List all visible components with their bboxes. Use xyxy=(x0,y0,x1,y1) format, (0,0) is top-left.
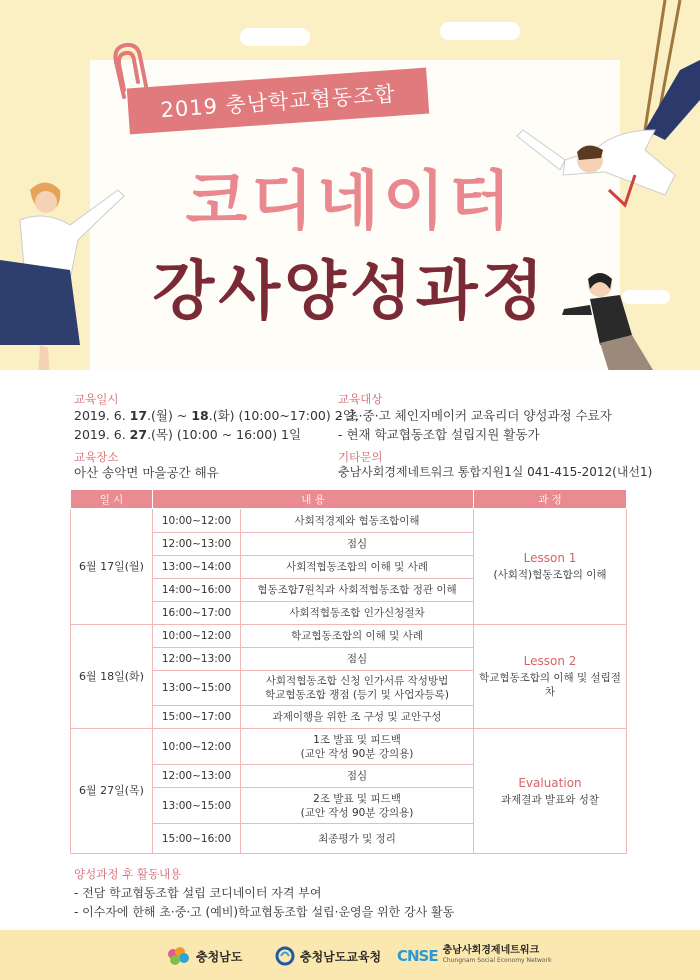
time-cell: 13:00~15:00 xyxy=(153,671,241,706)
date-label: 교육일시 xyxy=(74,392,119,406)
content-line: 2조 발표 및 피드백 xyxy=(313,792,401,805)
target-item-2: - 현재 학교협동조합 설립지원 활동가 xyxy=(338,427,540,442)
content-cell: 점심 xyxy=(241,648,474,671)
target-label: 교육대상 xyxy=(338,392,383,406)
content-cell: 협동조합7원칙과 사회적협동조합 정관 이해 xyxy=(241,579,474,602)
content-cell: 최종평가 및 정리 xyxy=(241,824,474,854)
content-cell: 점심 xyxy=(241,765,474,788)
place-text: 아산 송악면 마을공간 해유 xyxy=(74,465,219,480)
logo-cnse xyxy=(397,946,552,966)
content-line: 1조 발표 및 피드백 xyxy=(313,733,401,746)
logo-chungnam-text: 충청남도 xyxy=(196,949,243,964)
contact-label: 기타문의 xyxy=(338,450,383,464)
content-line: (교안 작성 90분 강의용) xyxy=(300,747,414,760)
content-cell: 사회적협동조합의 이해 및 사례 xyxy=(241,556,474,579)
subtitle-banner: 2019 충남학교협동조합 xyxy=(127,68,429,135)
table-row xyxy=(71,625,627,648)
time-cell: 12:00~13:00 xyxy=(153,533,241,556)
content-cell: 학교협동조합의 이해 및 사례 xyxy=(241,625,474,648)
content-line: 사회적협동조합 신청 인가서류 작성방법 xyxy=(265,675,449,687)
course-desc: 학교협동조합의 이해 및 설립절차 xyxy=(479,672,621,698)
content-cell xyxy=(241,729,474,765)
cnse-mark: CNSE xyxy=(397,947,438,965)
content-cell: 사회적경제와 협동조합이해 xyxy=(241,509,474,533)
time-cell: 10:00~12:00 xyxy=(153,625,241,648)
course-cell xyxy=(474,729,627,854)
course-desc: (사회적)협동조합의 이해 xyxy=(493,569,607,581)
course-desc: 과제결과 발표와 성찰 xyxy=(501,793,599,806)
course-cell xyxy=(474,625,627,729)
header-date: 일 시 xyxy=(71,490,153,509)
logo-chungnam xyxy=(165,946,242,966)
content-cell xyxy=(241,671,474,706)
target-item-1: - 초·중·고 체인지메이커 교육리더 양성과정 수료자 xyxy=(338,408,612,423)
content-cell: 사회적협동조합 인가신청절차 xyxy=(241,602,474,625)
content-cell: 과제이행을 위한 조 구성 및 교안구성 xyxy=(241,706,474,729)
after-course-label: 양성과정 후 활동내용 xyxy=(74,867,182,881)
time-cell: 16:00~17:00 xyxy=(153,602,241,625)
cloud-decoration xyxy=(240,28,310,46)
time-cell: 13:00~15:00 xyxy=(153,788,241,824)
logo-education-office-text: 충청남도교육청 xyxy=(300,949,382,964)
content-line: (교안 작성 90분 강의용) xyxy=(300,806,414,819)
header-course: 과 정 xyxy=(474,490,627,509)
cnse-english-name: Chungnam Social Economy Network xyxy=(442,957,552,964)
date-line1: 2019. 6. 17.(월) ~ 18.(화) (10:00~17:00) 2일, xyxy=(74,408,359,423)
time-cell: 12:00~13:00 xyxy=(153,648,241,671)
logo-education-office xyxy=(275,946,381,966)
education-office-icon xyxy=(275,946,295,966)
course-title: Lesson 2 xyxy=(523,654,577,668)
table-row xyxy=(71,729,627,765)
after-item-2: - 이수자에 한해 초·중·고 (예비)학교협동조합 설립·운영을 위한 강사 활동 xyxy=(74,905,455,919)
date-line2: 2019. 6. 27.(목) (10:00 ~ 16:00) 1일 xyxy=(74,427,302,442)
content-cell: 점심 xyxy=(241,533,474,556)
course-cell xyxy=(474,509,627,625)
title-line1: 코디네이터 xyxy=(185,165,515,239)
time-cell: 10:00~12:00 xyxy=(153,729,241,765)
cnse-korean-name: 충남사회경제네트워크 xyxy=(442,945,540,956)
time-cell: 12:00~13:00 xyxy=(153,765,241,788)
content-cell xyxy=(241,788,474,824)
place-label: 교육장소 xyxy=(74,450,119,464)
day-cell: 6월 27일(목) xyxy=(71,729,153,854)
man-hanging-illustration xyxy=(505,0,700,230)
day-cell: 6월 18일(화) xyxy=(71,625,153,729)
time-cell: 15:00~17:00 xyxy=(153,706,241,729)
time-cell: 10:00~12:00 xyxy=(153,509,241,533)
course-title: Evaluation xyxy=(518,775,582,790)
title-line2: 강사양성과정 xyxy=(152,255,548,329)
table-row xyxy=(71,509,627,533)
chungnam-flower-icon xyxy=(165,946,191,966)
contact-text: 충남사회경제네트워크 통합지원1실 041-415-2012(내선1) xyxy=(338,465,653,479)
time-cell: 15:00~16:00 xyxy=(153,824,241,854)
time-cell: 13:00~14:00 xyxy=(153,556,241,579)
header-content: 내 용 xyxy=(153,490,474,509)
course-title: Lesson 1 xyxy=(523,551,577,565)
content-line: 학교협동조합 쟁점 (등기 및 사업자등록) xyxy=(265,689,449,701)
day-cell: 6월 17일(월) xyxy=(71,509,153,625)
woman-pointing-illustration xyxy=(0,170,130,390)
after-item-1: - 전담 학교협동조합 설립 코디네이터 자격 부여 xyxy=(74,886,322,900)
schedule-table xyxy=(70,489,627,854)
time-cell: 14:00~16:00 xyxy=(153,579,241,602)
